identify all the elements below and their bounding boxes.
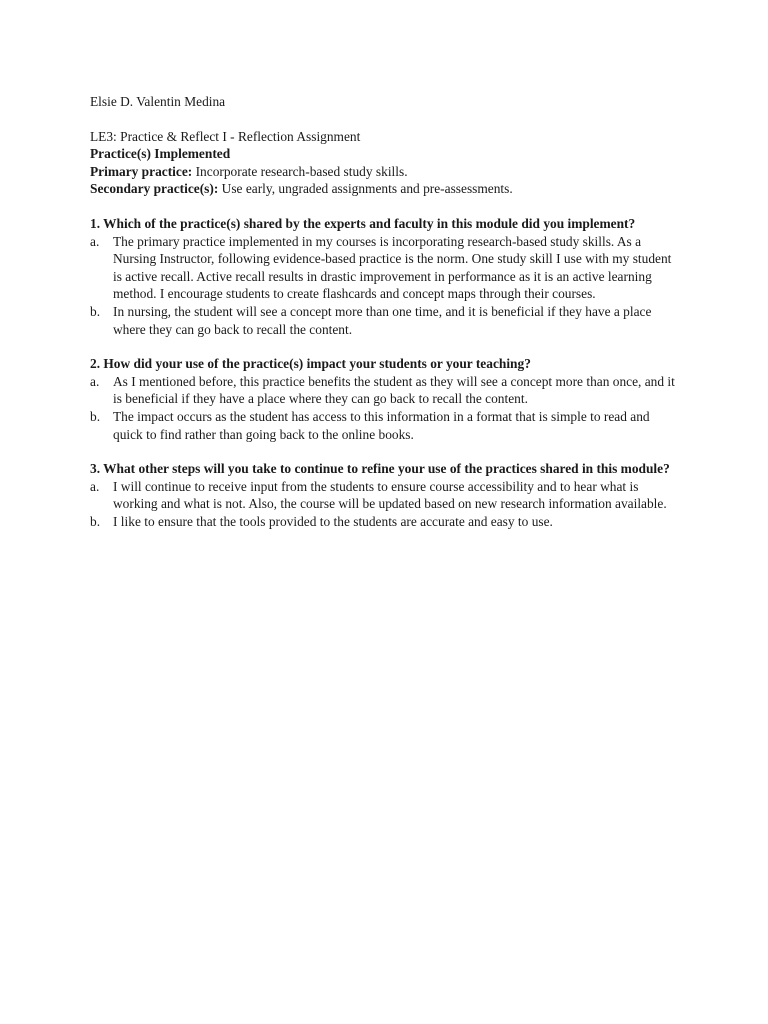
list-marker: a. bbox=[90, 478, 100, 494]
answer-text: The primary practice implemented in my courses is incorporating research-based study skills. As a Nursing Instructor, following evidence-based practice is the norm. One study skill I use with my student is active recall. Active recall results in drastic improvement in performance as it is an active learning method. I encourage students to create flashcards and concept maps through their courses. bbox=[113, 233, 672, 302]
primary-practice bbox=[90, 163, 678, 181]
list-item bbox=[90, 233, 678, 303]
secondary-practice bbox=[90, 180, 678, 198]
question-section-2 bbox=[90, 355, 678, 443]
document-body bbox=[90, 93, 678, 530]
list-marker: a. bbox=[90, 233, 100, 249]
secondary-practice-label: Secondary practice(s): bbox=[90, 181, 219, 197]
answer-text: As I mentioned before, this practice benefits the student as they will see a concept more than once, and it is beneficial if they have a place where they can go back to recall the content. bbox=[113, 373, 675, 407]
list-item bbox=[90, 478, 678, 513]
list-marker: b. bbox=[90, 303, 101, 319]
list-marker: b. bbox=[90, 513, 101, 529]
question-section-3 bbox=[90, 460, 678, 530]
answer-text: I will continue to receive input from the students to ensure course accessibility and to hear what is working and what is not. Also, the course will be updated based on new research information available. bbox=[113, 478, 667, 512]
question-section-1 bbox=[90, 215, 678, 338]
author-name: Elsie D. Valentin Medina bbox=[90, 94, 226, 109]
question-2: 2. How did your use of the practice(s) impact your students or your teaching? bbox=[90, 356, 531, 372]
answer-text: I like to ensure that the tools provided to the students are accurate and easy to use. bbox=[113, 513, 553, 529]
answer-list-3 bbox=[90, 478, 678, 531]
answer-text: In nursing, the student will see a concept more than one time, and it is beneficial if they have a place where they can go back to recall the content. bbox=[113, 303, 652, 337]
question-3: 3. What other steps will you take to continue to refine your use of the practices shared in this module? bbox=[90, 461, 670, 477]
list-marker: b. bbox=[90, 408, 101, 424]
list-item bbox=[90, 373, 678, 408]
secondary-practice-value: Use early, ungraded assignments and pre-assessments. bbox=[221, 181, 513, 197]
list-marker: a. bbox=[90, 373, 100, 389]
assignment-title: LE3: Practice & Reflect I - Reflection Assignment bbox=[90, 128, 361, 144]
answer-list-2 bbox=[90, 373, 678, 443]
answer-list-1 bbox=[90, 233, 678, 339]
primary-practice-value: Incorporate research-based study skills. bbox=[195, 163, 408, 179]
primary-practice-label: Primary practice: bbox=[90, 163, 193, 179]
question-1: 1. Which of the practice(s) shared by the experts and faculty in this module did you implement? bbox=[90, 215, 636, 231]
answer-text: The impact occurs as the student has access to this information in a format that is simple to read and quick to find rather than going back to the online books. bbox=[113, 408, 650, 442]
list-item bbox=[90, 513, 678, 531]
list-item bbox=[90, 408, 678, 443]
list-item bbox=[90, 303, 678, 338]
practices-heading: Practice(s) Implemented bbox=[90, 146, 231, 162]
